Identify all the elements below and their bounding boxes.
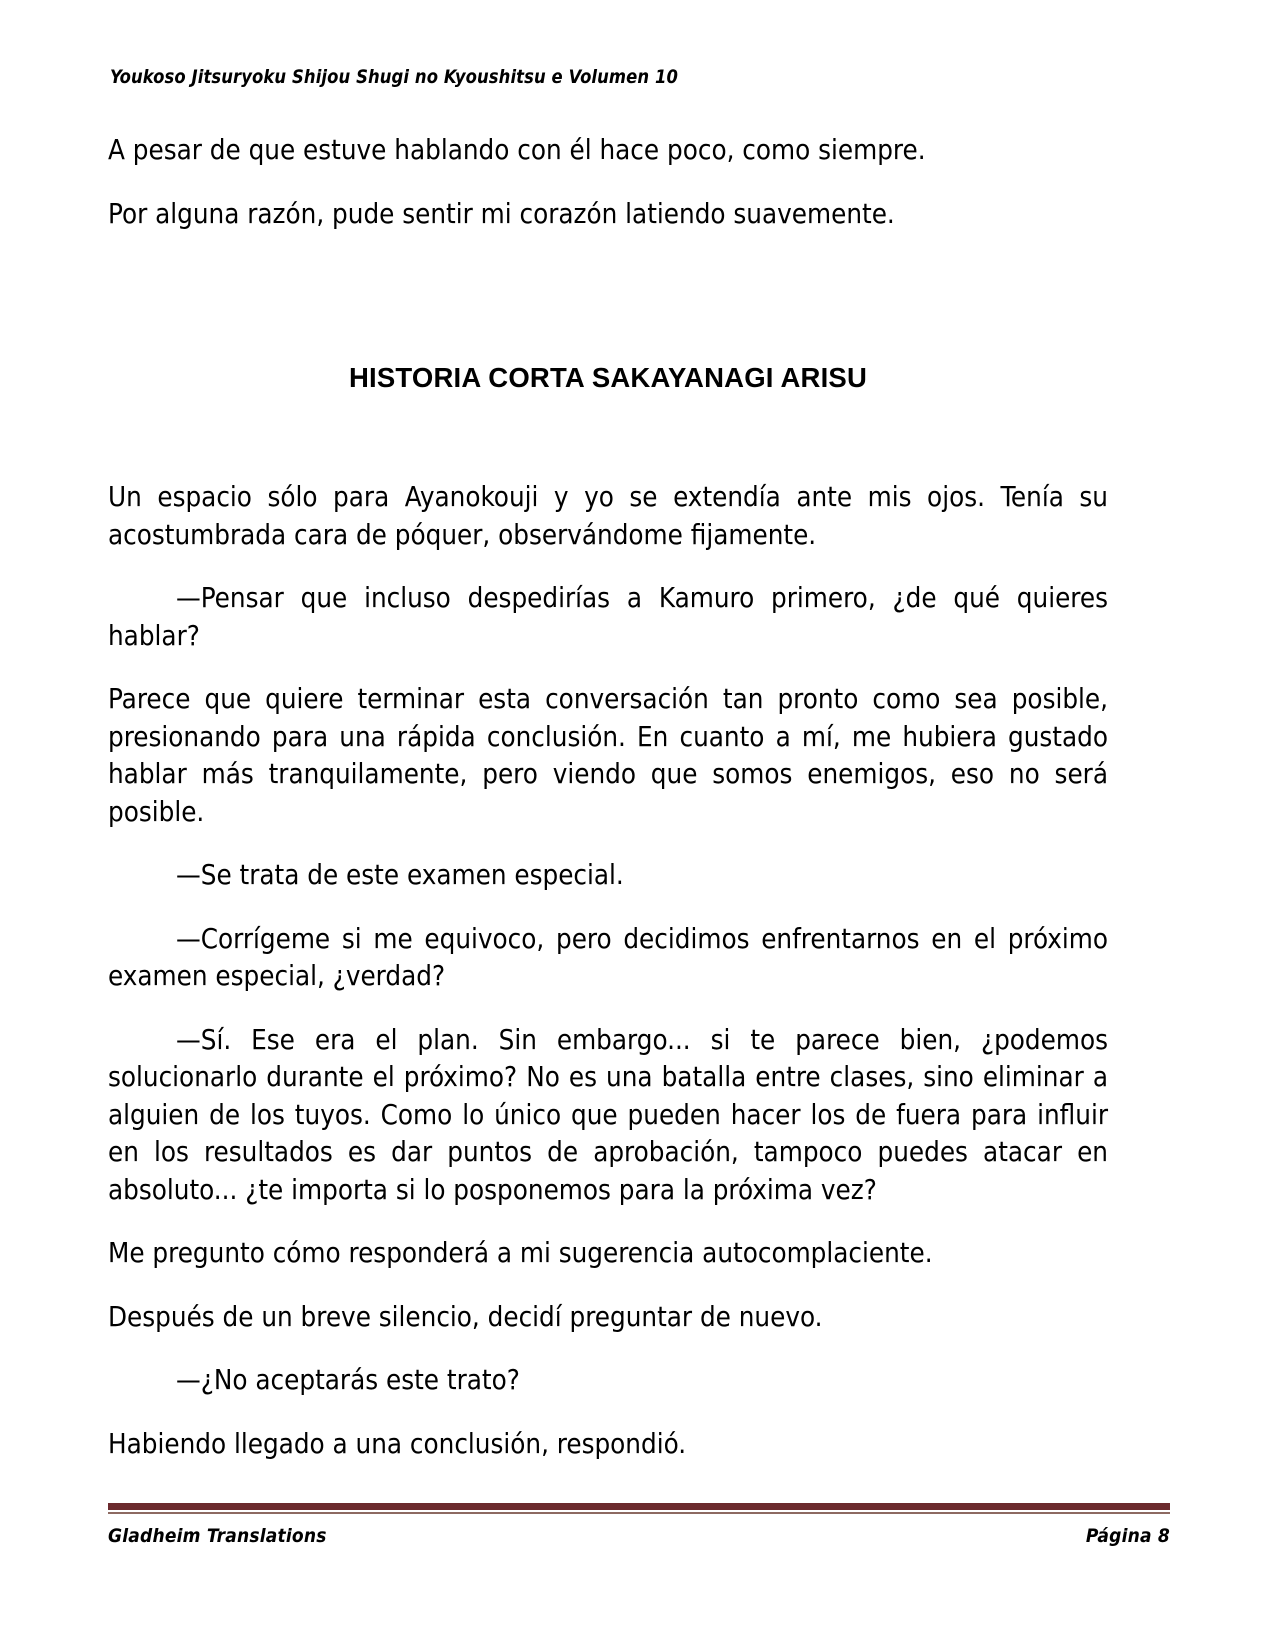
paragraph-8-dialogue: —Sí. Ese era el plan. Sin embargo... si te parece bien, ¿podemos solucionarlo durante el próximo? No es una batalla entre clases, sino eliminar a alguien de los tuyos. Como lo único que pueden hacer los de fuera para influir en los resultados es dar puntos de aprobación, tampoco puedes atacar en absoluto... ¿te importa si lo posponemos para la próxima vez? bbox=[108, 1023, 1108, 1206]
paragraph-6-dialogue: —Se trata de este examen especial. bbox=[176, 859, 624, 891]
footer-divider-thin bbox=[108, 1512, 1170, 1514]
title-spacer-top bbox=[108, 233, 1108, 361]
paragraph-5: Parece que quiere terminar esta conversación tan pronto como sea posible, presionando para una rápida conclusión. En cuanto a mí, me hubiera gustado hablar más tranquilamente, pero viendo que somos enemigos, eso no será posible. bbox=[108, 683, 1108, 828]
section-title: HISTORIA CORTA SAKAYANAGI ARISU bbox=[348, 362, 868, 393]
paragraph-10: Después de un breve silencio, decidí preguntar de nuevo. bbox=[108, 1300, 823, 1333]
title-spacer-bottom bbox=[108, 395, 1108, 479]
footer-credit: Gladheim Translations bbox=[108, 1525, 327, 1547]
page-footer bbox=[108, 1503, 1170, 1547]
paragraph-3: Un espacio sólo para Ayanokouji y yo se extendía ante mis ojos. Tenía su acostumbrada cara de póquer, observándome fijamente. bbox=[108, 481, 1108, 551]
footer-page-number: Página 8 bbox=[1085, 1525, 1170, 1547]
paragraph-4-dialogue: —Pensar que incluso despedirías a Kamuro primero, ¿de qué quieres hablar? bbox=[108, 582, 1108, 652]
paragraph-11-dialogue: —¿No aceptarás este trato? bbox=[176, 1364, 520, 1396]
paragraph-2: Por alguna razón, pude sentir mi corazón latiendo suavemente. bbox=[108, 197, 895, 230]
header-title: Youkoso Jitsuryoku Shijou Shugi no Kyoushitsu e Volumen 10 bbox=[110, 66, 678, 88]
page-header bbox=[110, 64, 1170, 90]
paragraph-12: Habiendo llegado a una conclusión, respondió. bbox=[108, 1427, 687, 1460]
paragraph-7-dialogue: —Corrígeme si me equivoco, pero decidimos enfrentarnos en el próximo examen especial, ¿verdad? bbox=[108, 922, 1108, 992]
paragraph-1: A pesar de que estuve hablando con él hace poco, como siempre. bbox=[108, 134, 926, 166]
footer-row bbox=[108, 1525, 1170, 1547]
paragraph-9: Me pregunto cómo responderá a mi sugerencia autocomplaciente. bbox=[108, 1237, 933, 1269]
page-content bbox=[108, 132, 1108, 1463]
footer-divider-thick bbox=[108, 1503, 1170, 1510]
